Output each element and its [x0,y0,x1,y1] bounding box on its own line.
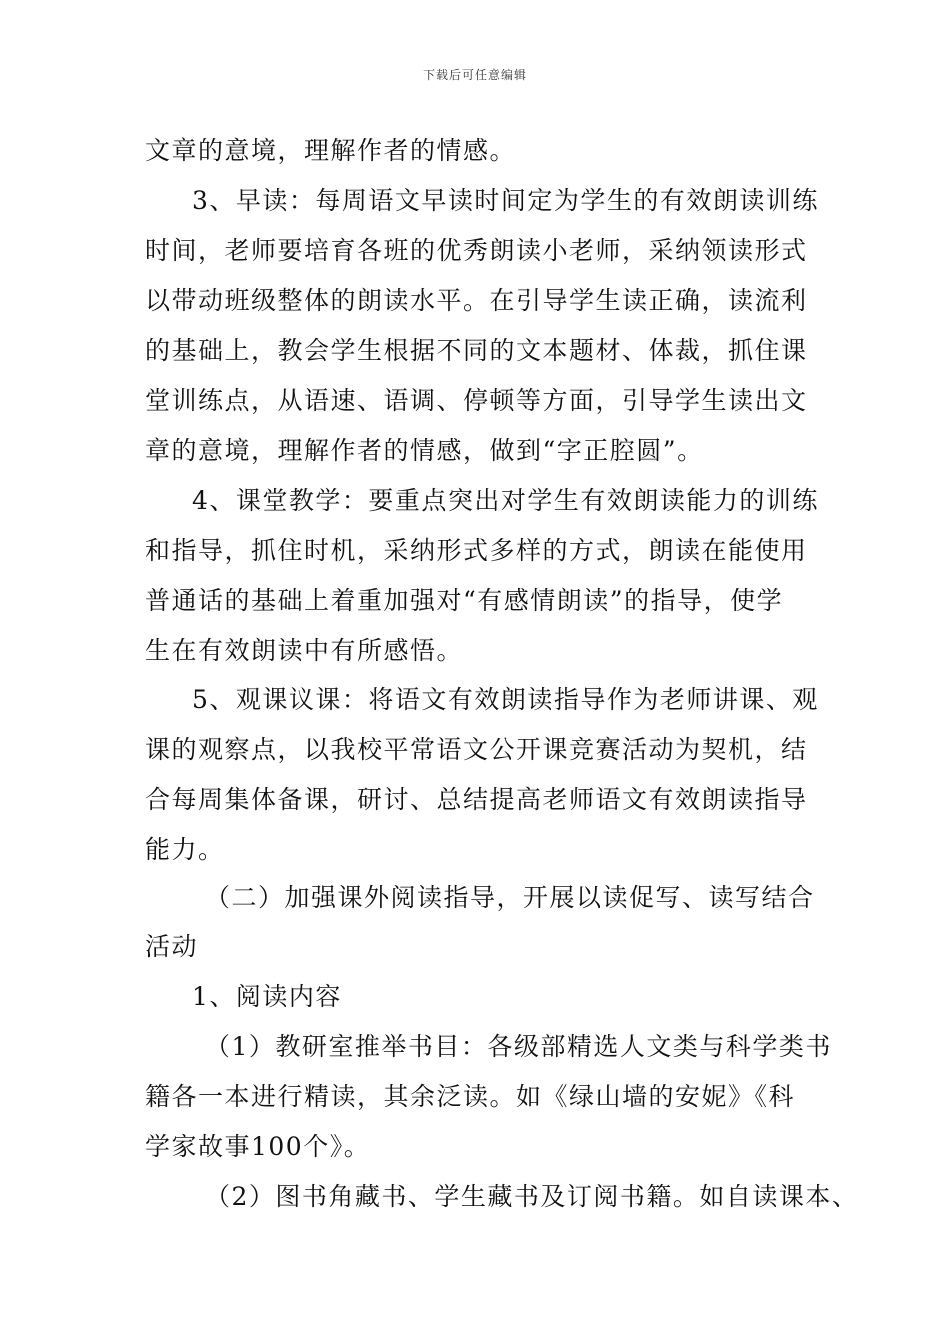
text-line: 生在有效朗读中有所感悟。 [145,636,464,665]
text-line: 普通话的基础上着重加强对“有感情朗读”的指导，使学 [145,586,784,615]
page-header: 下载后可任意编辑 [422,68,527,82]
text-line: （二）加强课外阅读指导，开展以读促写、读写结合 [205,883,815,912]
text-line: 堂训练点，从语速、语调、停顿等方面，引导学生读出文 [145,386,808,415]
text-line: （2）图书角藏书、学生藏书及订阅书籍。如自读课本、 [205,1182,859,1211]
text-line: 4、课堂教学：要重点突出对学生有效朗读能力的训练 [192,486,819,515]
text-line: （1）教研室推举书目：各级部精选人文类与科学类书 [205,1032,832,1061]
text-line: 和指导，抓住时机，采纳形式多样的方式，朗读在能使用 [145,536,808,565]
text-line: 时间，老师要培育各班的优秀朗读小老师，采纳领读形式 [145,236,808,265]
text-line: 以带动班级整体的朗读水平。在引导学生读正确，读流利 [145,286,808,315]
text-line: 能力。 [145,835,225,864]
text-line: 1、阅读内容 [192,982,342,1011]
text-line: 5、观课议课：将语文有效朗读指导作为老师讲课、观 [192,685,819,714]
text-line: 学家故事100个》。 [145,1132,371,1161]
text-line: 籍各一本进行精读，其余泛读。如《绿山墙的安妮》《科 [145,1082,796,1111]
text-line: 合每周集体备课，研讨、总结提高老师语文有效朗读指导 [145,785,808,814]
text-line: 课的观察点，以我校平常语文公开课竞赛活动为契机，结 [145,735,808,764]
text-line: 活动 [145,932,199,961]
text-line: 的基础上，教会学生根据不同的文本题材、体裁，抓住课 [145,336,808,365]
text-line: 章的意境，理解作者的情感，做到“字正腔圆”。 [145,436,704,465]
text-line: 文章的意境，理解作者的情感。 [145,136,517,165]
text-line: 3、早读：每周语文早读时间定为学生的有效朗读训练 [192,186,819,215]
